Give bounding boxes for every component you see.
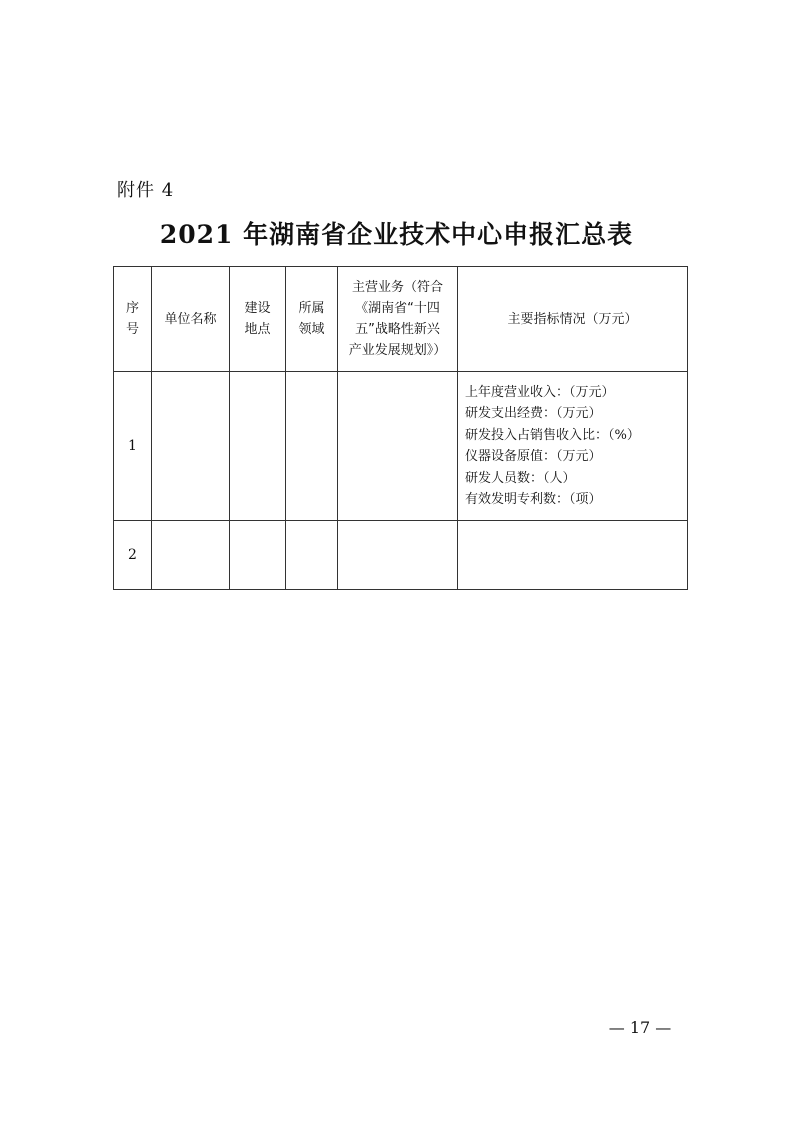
metric-rd-expenditure: 研发支出经费：（万元） [465,406,602,421]
cell-field [286,372,338,521]
attachment-label: 附件 4 [117,180,175,201]
summary-table [113,266,688,590]
cell-indicators [458,372,688,521]
cell-location [230,372,286,521]
page-number: — 17 — [608,1018,672,1037]
metric-patents: 有效发明专利数：（项） [465,492,602,507]
table-header-row [114,267,688,372]
metric-revenue: 上年度营业收入：（万元） [465,384,615,400]
cell-main-business [338,521,458,590]
table-row [114,372,688,521]
cell-location [230,521,286,590]
row-seq: 1 [114,372,152,521]
header-indicators: 主要指标情况（万元） [458,267,688,372]
metric-equipment-value: 仪器设备原值：（万元） [465,449,602,464]
row-seq: 2 [114,521,152,590]
header-main-business: 主营业务（符合 《湖南省“十四 五”战略性新兴 产业发展规划》） [338,267,458,372]
header-seq: 序 号 [114,267,152,372]
page-title: 2021 年湖南省企业技术中心申报汇总表 [159,220,634,249]
cell-indicators [458,521,688,590]
table-row [114,521,688,590]
metric-rd-ratio: 研发投入占销售收入比：（%） [465,427,640,443]
cell-field [286,521,338,590]
header-location: 建设 地点 [230,267,286,372]
cell-unit-name [152,521,230,590]
cell-unit-name [152,372,230,521]
metric-rd-staff: 研发人员数：（人） [465,470,576,486]
cell-main-business [338,372,458,521]
header-field: 所属 领域 [286,267,338,372]
header-unit-name: 单位名称 [152,267,230,372]
